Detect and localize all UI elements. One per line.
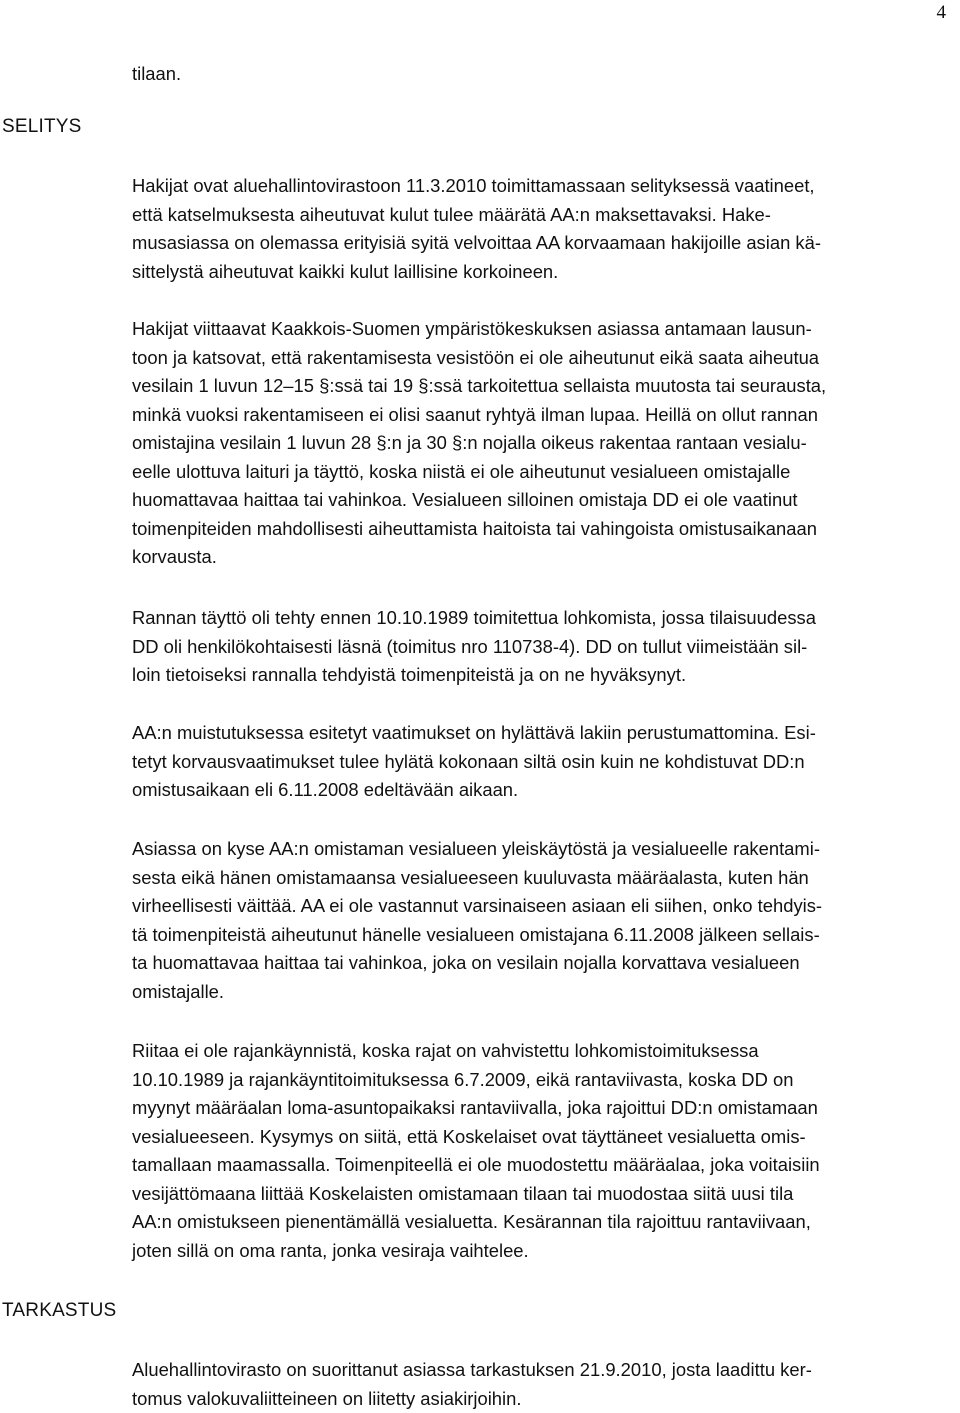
selitys-paragraph-3: Rannan täyttö oli tehty ennen 10.10.1989 toimitettua lohkomista, jossa tilaisuudessa DD oli henkilökohtaisesti läsnä (toimitus nro 110738-4). DD on tullut viimeistään sil- loin tietoiseksi rannalla tehdyistä toimenpiteistä ja on ne hyväksynyt.: [132, 607, 816, 685]
page-number: 4: [936, 2, 946, 23]
section-heading-selitys: SELITYS: [2, 116, 82, 137]
selitys-paragraph-6: Riitaa ei ole rajankäynnistä, koska rajat on vahvistettu lohkomistoimituksessa 10.10.1989 ja rajankäyntitoimituksessa 6.7.2009, eikä rantaviivasta, koska DD on myynyt määräalan loma-asuntopaikaksi rantaviivalla, joka rajoittui DD:n omistamaan vesialueeseen. Kysymys on siitä, että Koskelaiset ovat täyttäneet vesialuetta omis- tamallaan maamassalla. Toimenpiteellä ei ole muodostettu määräalaa, joka voitaisiin vesijättömaana liittää Koskelaisten omistamaan tilaan tai muodostaa siitä uusi tila AA:n omistukseen pienentämällä vesialuetta. Kesärannan tila rajoittuu rantaviivaan, joten sillä on oma ranta, jonka vesiraja vaihtelee.: [132, 1040, 820, 1261]
selitys-paragraph-1: Hakijat ovat aluehallintovirastoon 11.3.2010 toimittamassaan selityksessä vaatineet, että katselmuksesta aiheutuvat kulut tulee määrätä AA:n maksettavaksi. Hake- musasiassa on olemassa erityisiä syitä velvoittaa AA korvaamaan hakijoille asian kä- sittelystä aiheutuvat kaikki kulut laillisine korkoineen.: [132, 175, 821, 282]
tarkastus-paragraph-1: Aluehallintovirasto on suorittanut asiassa tarkastuksen 21.9.2010, josta laadittu ker- tomus valokuvaliitteineen on liitetty asiakirjoihin.: [132, 1359, 812, 1409]
selitys-paragraph-5: Asiassa on kyse AA:n omistaman vesialueen yleiskäytöstä ja vesialueelle rakentami- sesta eikä hänen omistamaansa vesialueeseen kuuluvasta määräalasta, kuten hän virheellisesti väittää. AA ei ole vastannut varsinaiseen asiaan eli siihen, onko tehdyis- tä toimenpiteistä aiheutunut hänelle vesialueen omistajana 6.11.2008 jälkeen sellais- ta huomattavaa haittaa tai vahinkoa, joka on vesilain nojalla korvattava vesialueen omistajalle.: [132, 838, 823, 1002]
selitys-paragraph-4: AA:n muistutuksessa esitetyt vaatimukset on hylättävä lakiin perustumattomina. Esi- tetyt korvausvaatimukset tulee hylätä kokonaan siltä osin kuin ne kohdistuvat DD:n omistusaikaan eli 6.11.2008 edeltävään aikaan.: [132, 722, 816, 800]
selitys-paragraph-2: Hakijat viittaavat Kaakkois-Suomen ympäristökeskuksen asiassa antamaan lausun- toon ja katsovat, että rakentamisesta vesistöön ei ole aiheutunut eikä saata aiheutua vesilain 1 luvun 12–15 §:ssä tai 19 §:ssä tarkoitettua sellaista muutosta tai seurausta, minkä vuoksi rakentamiseen ei olisi saanut ryhtyä ilman lupaa. Heillä on ollut rannan omistajina vesilain 1 luvun 28 §:n ja 30 §:n nojalla oikeus rakentaa rantaan vesialu- eelle ulottuva laituri ja täyttö, koska niistä ei ole aiheutunut vesialueen omistajalle huomattavaa haittaa tai vahinkoa. Vesialueen silloinen omistaja DD ei ole vaatinut toimenpiteiden mahdollisesti aiheuttamista haitoista tai vahingoista omistusaikanaan korvausta.: [132, 318, 827, 567]
section-heading-tarkastus: TARKASTUS: [2, 1300, 117, 1321]
continuation-text: tilaan.: [132, 63, 182, 84]
